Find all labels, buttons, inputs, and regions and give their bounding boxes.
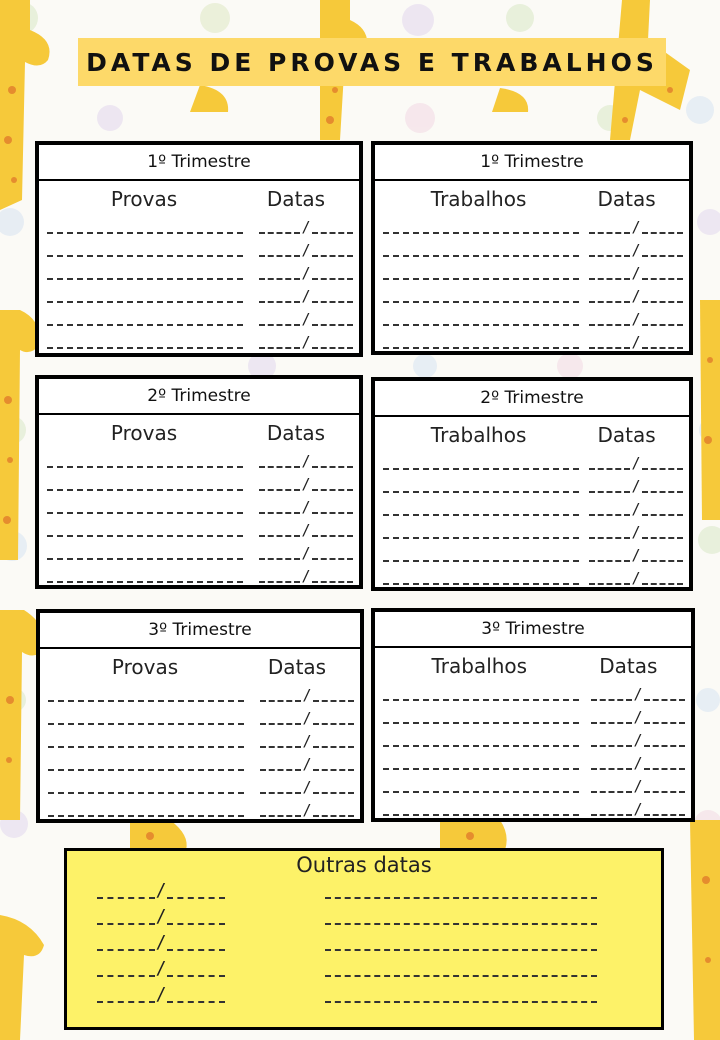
blank-day xyxy=(97,923,155,925)
date-separator: / xyxy=(301,287,311,305)
entry-row xyxy=(39,564,359,587)
blank-day xyxy=(259,232,300,234)
blank-day xyxy=(259,489,300,491)
entry-row xyxy=(375,682,691,705)
blank-day xyxy=(260,792,301,794)
blank-name-line xyxy=(383,745,579,747)
entry-row xyxy=(375,774,691,797)
blank-month xyxy=(642,560,683,562)
blank-month xyxy=(642,583,683,585)
blank-day xyxy=(259,255,300,257)
blank-month xyxy=(642,491,683,493)
blank-month xyxy=(644,722,685,724)
blank-month xyxy=(313,815,354,817)
entry-row xyxy=(375,307,689,330)
blank-date-field xyxy=(260,780,354,794)
entry-row xyxy=(39,518,359,541)
date-separator: / xyxy=(301,310,311,328)
entry-row xyxy=(375,566,689,589)
blank-month xyxy=(167,923,225,925)
card-heading: 2º Trimestre xyxy=(375,381,689,417)
blank-day xyxy=(591,745,632,747)
title-banner xyxy=(78,38,666,86)
blank-date-field xyxy=(589,479,683,493)
blank-day xyxy=(259,301,300,303)
date-separator: / xyxy=(301,567,311,585)
blank-date-field xyxy=(260,711,354,725)
date-separator: / xyxy=(633,777,643,795)
blank-month xyxy=(642,301,683,303)
card-2nd-trimester-assignments xyxy=(371,377,693,591)
blank-month xyxy=(644,699,685,701)
blank-date-field xyxy=(589,456,683,470)
date-separator: / xyxy=(301,218,311,236)
date-separator: / xyxy=(155,880,167,901)
blank-name-line xyxy=(47,255,243,257)
blank-name-line xyxy=(383,768,579,770)
blank-day xyxy=(259,535,300,537)
other-dates-title: Outras datas xyxy=(296,853,432,877)
blank-day xyxy=(260,746,301,748)
blank-day xyxy=(589,560,630,562)
blank-date-field xyxy=(97,932,225,953)
blank-name-line xyxy=(383,699,579,701)
entry-row xyxy=(375,705,691,728)
blank-name-line xyxy=(383,560,579,562)
blank-date-field xyxy=(259,569,353,583)
entry-row xyxy=(375,543,689,566)
blank-day xyxy=(591,814,632,816)
entry-row xyxy=(39,307,359,330)
blank-name-line xyxy=(383,722,579,724)
entry-row xyxy=(375,751,691,774)
blank-date-field xyxy=(259,477,353,491)
entry-rows xyxy=(39,215,359,353)
blank-day xyxy=(591,699,632,701)
blank-date-field xyxy=(589,502,683,516)
entry-row xyxy=(375,497,689,520)
blank-date-field xyxy=(259,523,353,537)
blank-date-field xyxy=(260,688,354,702)
blank-name-line xyxy=(383,514,579,516)
blank-day xyxy=(97,975,155,977)
blank-description-line xyxy=(325,949,597,951)
other-dates-row xyxy=(67,929,661,955)
blank-month xyxy=(642,255,683,257)
entry-row xyxy=(40,683,360,706)
blank-date-field xyxy=(259,289,353,303)
blank-day xyxy=(591,791,632,793)
blank-name-line xyxy=(383,232,579,234)
entry-row xyxy=(375,797,691,820)
blank-month xyxy=(642,232,683,234)
blank-description-line xyxy=(325,1001,597,1003)
date-separator: / xyxy=(631,477,641,495)
other-dates-box xyxy=(64,848,664,1030)
blank-name-line xyxy=(47,489,243,491)
blank-month xyxy=(312,535,353,537)
card-2nd-trimester-exams xyxy=(35,375,363,589)
entry-rows xyxy=(375,682,691,820)
blank-name-line xyxy=(383,814,579,816)
blank-name-line xyxy=(47,232,243,234)
date-separator: / xyxy=(302,732,312,750)
blank-month xyxy=(312,232,353,234)
entry-row xyxy=(39,472,359,495)
other-dates-rows xyxy=(67,877,661,1007)
blank-day xyxy=(589,255,630,257)
blank-month xyxy=(642,468,683,470)
date-separator: / xyxy=(155,932,167,953)
date-separator: / xyxy=(631,523,641,541)
blank-date-field xyxy=(259,312,353,326)
blank-day xyxy=(589,537,630,539)
blank-day xyxy=(589,232,630,234)
blank-day xyxy=(589,278,630,280)
column-label-dates: Datas xyxy=(266,421,326,445)
blank-day xyxy=(259,558,300,560)
blank-month xyxy=(167,949,225,951)
blank-day xyxy=(97,1001,155,1003)
card-heading: 2º Trimestre xyxy=(39,379,359,415)
column-label-exams: Provas xyxy=(110,421,178,445)
blank-month xyxy=(312,489,353,491)
date-separator: / xyxy=(155,958,167,979)
blank-month xyxy=(312,581,353,583)
entry-row xyxy=(375,330,689,353)
blank-day xyxy=(260,723,301,725)
date-separator: / xyxy=(301,544,311,562)
entry-row xyxy=(39,330,359,353)
blank-date-field xyxy=(591,756,685,770)
blank-date-field xyxy=(260,734,354,748)
column-label-dates: Datas xyxy=(599,654,658,678)
blank-name-line xyxy=(383,255,579,257)
entry-row xyxy=(40,775,360,798)
blank-name-line xyxy=(48,815,244,817)
blank-month xyxy=(312,301,353,303)
column-label-assignments: Trabalhos xyxy=(430,187,527,211)
entry-row xyxy=(375,284,689,307)
column-label-exams: Provas xyxy=(110,187,178,211)
date-separator: / xyxy=(633,754,643,772)
blank-month xyxy=(313,723,354,725)
entry-row xyxy=(375,520,689,543)
date-separator: / xyxy=(631,241,641,259)
card-heading: 3º Trimestre xyxy=(375,612,691,648)
blank-month xyxy=(312,558,353,560)
other-dates-row xyxy=(67,877,661,903)
blank-day xyxy=(259,324,300,326)
entry-row xyxy=(40,798,360,821)
blank-date-field xyxy=(259,335,353,349)
blank-month xyxy=(167,1001,225,1003)
card-3rd-trimester-assignments xyxy=(371,608,695,822)
blank-month xyxy=(167,897,225,899)
entry-rows xyxy=(40,683,360,821)
blank-name-line xyxy=(47,324,243,326)
blank-name-line xyxy=(47,558,243,560)
blank-name-line xyxy=(383,278,579,280)
date-separator: / xyxy=(301,452,311,470)
entry-rows xyxy=(375,215,689,353)
blank-month xyxy=(644,791,685,793)
entry-row xyxy=(39,495,359,518)
blank-day xyxy=(589,468,630,470)
blank-month xyxy=(644,814,685,816)
date-separator: / xyxy=(301,264,311,282)
blank-month xyxy=(312,278,353,280)
blank-name-line xyxy=(383,791,579,793)
card-heading: 1º Trimestre xyxy=(375,145,689,181)
date-separator: / xyxy=(302,709,312,727)
date-separator: / xyxy=(301,498,311,516)
blank-name-line xyxy=(48,792,244,794)
blank-date-field xyxy=(259,266,353,280)
blank-name-line xyxy=(47,535,243,537)
entry-row xyxy=(39,541,359,564)
blank-date-field xyxy=(97,906,225,927)
card-heading: 1º Trimestre xyxy=(39,145,359,181)
card-heading: 3º Trimestre xyxy=(40,613,360,649)
blank-date-field xyxy=(589,335,683,349)
blank-date-field xyxy=(97,984,225,1005)
blank-month xyxy=(313,792,354,794)
blank-day xyxy=(589,301,630,303)
date-separator: / xyxy=(633,685,643,703)
entry-row xyxy=(375,728,691,751)
entry-row xyxy=(39,284,359,307)
date-separator: / xyxy=(633,708,643,726)
blank-day xyxy=(260,815,301,817)
date-separator: / xyxy=(302,755,312,773)
date-separator: / xyxy=(155,906,167,927)
entry-row xyxy=(39,215,359,238)
blank-month xyxy=(313,700,354,702)
entry-row xyxy=(375,238,689,261)
blank-name-line xyxy=(47,466,243,468)
blank-day xyxy=(97,949,155,951)
blank-date-field xyxy=(589,312,683,326)
blank-month xyxy=(642,514,683,516)
blank-month xyxy=(642,278,683,280)
entry-row xyxy=(39,238,359,261)
blank-name-line xyxy=(383,583,579,585)
date-separator: / xyxy=(631,264,641,282)
blank-month xyxy=(312,347,353,349)
blank-date-field xyxy=(589,289,683,303)
blank-date-field xyxy=(259,500,353,514)
date-separator: / xyxy=(631,333,641,351)
blank-month xyxy=(313,769,354,771)
blank-day xyxy=(259,278,300,280)
blank-date-field xyxy=(589,571,683,585)
blank-description-line xyxy=(325,923,597,925)
date-separator: / xyxy=(302,686,312,704)
entry-row xyxy=(375,215,689,238)
entry-row xyxy=(375,261,689,284)
blank-name-line xyxy=(48,769,244,771)
blank-name-line xyxy=(383,301,579,303)
blank-month xyxy=(312,466,353,468)
blank-date-field xyxy=(591,733,685,747)
blank-date-field xyxy=(591,710,685,724)
date-separator: / xyxy=(631,500,641,518)
blank-date-field xyxy=(97,880,225,901)
blank-month xyxy=(312,324,353,326)
blank-month xyxy=(313,746,354,748)
blank-name-line xyxy=(47,581,243,583)
column-label-dates: Datas xyxy=(597,423,656,447)
other-dates-row xyxy=(67,903,661,929)
blank-day xyxy=(589,514,630,516)
date-separator: / xyxy=(631,546,641,564)
blank-name-line xyxy=(47,301,243,303)
blank-name-line xyxy=(48,746,244,748)
blank-day xyxy=(259,581,300,583)
blank-day xyxy=(260,769,301,771)
blank-day xyxy=(589,583,630,585)
date-separator: / xyxy=(301,521,311,539)
date-separator: / xyxy=(631,218,641,236)
blank-name-line xyxy=(48,700,244,702)
column-label-exams: Provas xyxy=(111,655,179,679)
entry-row xyxy=(40,729,360,752)
blank-name-line xyxy=(47,278,243,280)
card-3rd-trimester-exams xyxy=(36,609,364,823)
blank-date-field xyxy=(589,220,683,234)
blank-month xyxy=(312,255,353,257)
other-dates-row xyxy=(67,981,661,1007)
blank-month xyxy=(644,745,685,747)
blank-date-field xyxy=(589,548,683,562)
blank-date-field xyxy=(260,757,354,771)
blank-date-field xyxy=(259,243,353,257)
blank-day xyxy=(589,347,630,349)
column-label-dates: Datas xyxy=(266,187,326,211)
blank-month xyxy=(642,537,683,539)
date-separator: / xyxy=(301,333,311,351)
blank-month xyxy=(167,975,225,977)
entry-rows xyxy=(375,451,689,589)
date-separator: / xyxy=(631,454,641,472)
blank-date-field xyxy=(259,454,353,468)
blank-date-field xyxy=(260,803,354,817)
blank-description-line xyxy=(325,897,597,899)
blank-name-line xyxy=(383,347,579,349)
blank-date-field xyxy=(259,546,353,560)
blank-day xyxy=(589,491,630,493)
date-separator: / xyxy=(302,778,312,796)
date-separator: / xyxy=(155,984,167,1005)
date-separator: / xyxy=(633,800,643,818)
blank-date-field xyxy=(589,525,683,539)
blank-name-line xyxy=(383,324,579,326)
blank-day xyxy=(591,768,632,770)
blank-date-field xyxy=(97,958,225,979)
blank-month xyxy=(644,768,685,770)
entry-row xyxy=(40,706,360,729)
blank-name-line xyxy=(383,468,579,470)
blank-date-field xyxy=(591,779,685,793)
blank-date-field xyxy=(591,802,685,816)
blank-month xyxy=(642,324,683,326)
blank-month xyxy=(642,347,683,349)
entry-row xyxy=(39,449,359,472)
blank-day xyxy=(589,324,630,326)
blank-name-line xyxy=(48,723,244,725)
date-separator: / xyxy=(631,310,641,328)
card-1st-trimester-assignments xyxy=(371,141,693,355)
blank-day xyxy=(97,897,155,899)
blank-month xyxy=(312,512,353,514)
blank-name-line xyxy=(383,491,579,493)
column-label-dates: Datas xyxy=(597,187,656,211)
date-separator: / xyxy=(301,241,311,259)
entry-row xyxy=(40,752,360,775)
column-label-assignments: Trabalhos xyxy=(430,423,527,447)
card-1st-trimester-exams xyxy=(35,141,363,357)
blank-date-field xyxy=(589,243,683,257)
other-dates-row xyxy=(67,955,661,981)
column-label-dates: Datas xyxy=(267,655,327,679)
blank-name-line xyxy=(47,512,243,514)
blank-description-line xyxy=(325,975,597,977)
date-separator: / xyxy=(631,287,641,305)
entry-rows xyxy=(39,449,359,587)
blank-day xyxy=(260,700,301,702)
entry-row xyxy=(39,261,359,284)
entry-row xyxy=(375,474,689,497)
date-separator: / xyxy=(631,569,641,587)
date-separator: / xyxy=(302,801,312,819)
date-separator: / xyxy=(633,731,643,749)
blank-name-line xyxy=(47,347,243,349)
blank-date-field xyxy=(589,266,683,280)
blank-day xyxy=(259,466,300,468)
blank-date-field xyxy=(259,220,353,234)
date-separator: / xyxy=(301,475,311,493)
page-title: DATAS DE PROVAS E TRABALHOS xyxy=(86,47,658,77)
column-label-assignments: Trabalhos xyxy=(431,654,528,678)
blank-day xyxy=(259,347,300,349)
entry-row xyxy=(375,451,689,474)
blank-date-field xyxy=(591,687,685,701)
blank-day xyxy=(591,722,632,724)
blank-name-line xyxy=(383,537,579,539)
blank-day xyxy=(259,512,300,514)
